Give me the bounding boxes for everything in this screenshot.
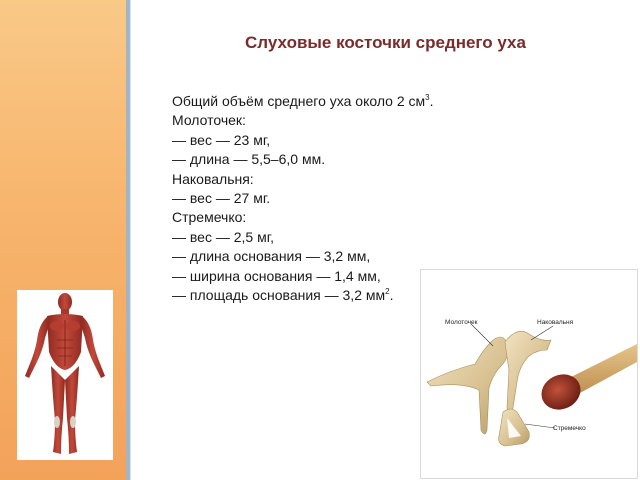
human-muscle-figure-icon — [17, 290, 113, 460]
stapes-label: Стремечко — [553, 425, 586, 432]
text-line-8: — длина основания — 3,2 мм, — [172, 248, 371, 265]
text-line-7: — вес — 2,5 мг, — [172, 228, 274, 245]
slide-title: Слуховые косточки среднего уха — [245, 33, 526, 52]
text-line-3: — длина — 5,5–6,0 мм. — [172, 151, 326, 168]
text-line-5: — вес — 27 мг. — [172, 190, 271, 207]
ossicles-match-icon — [421, 270, 637, 478]
text-line-1: Молоточек: — [172, 112, 246, 129]
text-line-6: Стремечко: — [172, 209, 247, 226]
incus-label: Наковальня — [537, 319, 574, 326]
malleus-label: Молоточек — [445, 319, 478, 326]
text-line-10: — площадь основания — 3,2 $мм^2$. — [172, 287, 394, 304]
text-line-9: — ширина основания — 1,4 мм, — [172, 267, 381, 284]
text-line-0: Общий объём среднего уха около 2 $см^3$. — [172, 93, 434, 109]
ossicles-image — [420, 269, 638, 479]
text-line-2: — вес — 23 мг, — [172, 131, 271, 148]
text-line-4: Наковальня: — [172, 170, 254, 187]
human-anatomy-image — [17, 290, 113, 460]
